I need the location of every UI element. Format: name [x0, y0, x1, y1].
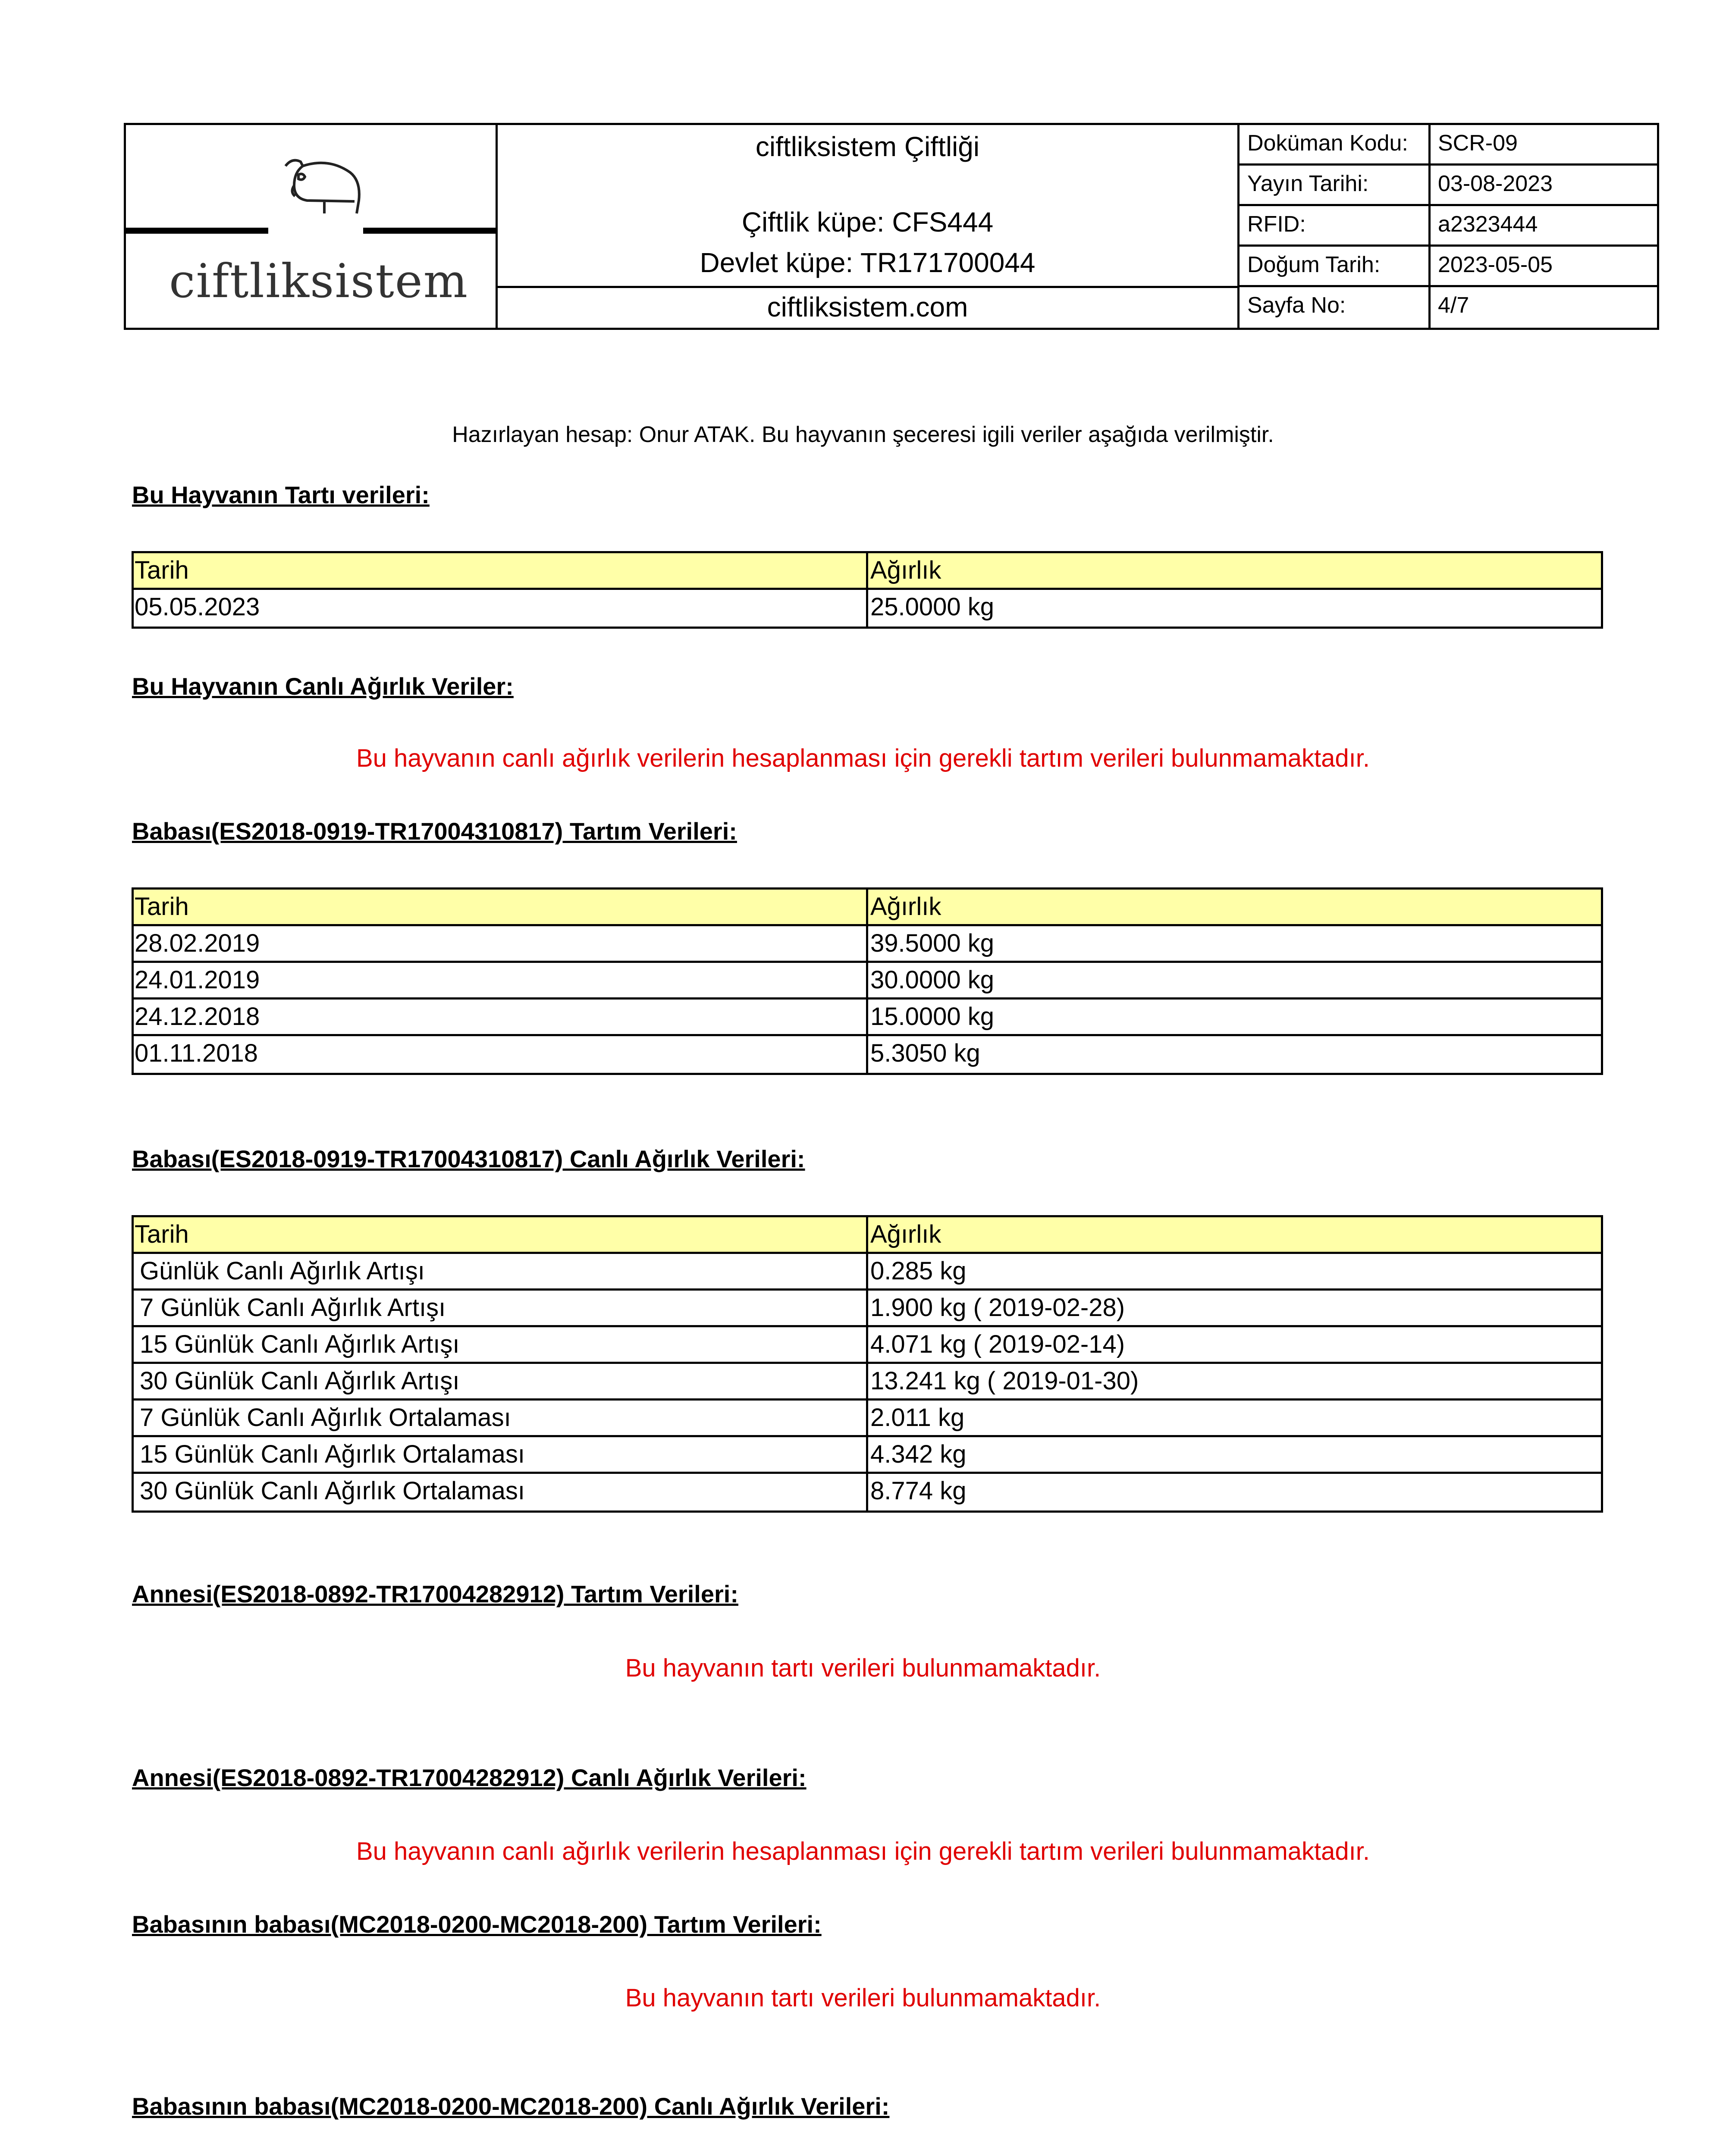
- intro-text: Hazırlayan hesap: Onur ATAK. Bu hayvanın şeceresi igili veriler aşağıda verilmiştir.: [452, 422, 1274, 447]
- farm-tag: Çiftlik küpe: CFS444: [741, 207, 994, 238]
- table-row: 30 Günlük Canlı Ağırlık Ortalaması 8.774 kg: [134, 1474, 1601, 1510]
- website-link[interactable]: ciftliksistem.com: [767, 291, 968, 323]
- section-title-own-live-weight: Bu Hayvanın Canlı Ağırlık Veriler:: [132, 673, 514, 700]
- table-header-row: Tarih Ağırlık: [134, 1217, 1601, 1254]
- section-title-father-weights: Babası(ES2018-0919-TR17004310817) Tartım Verileri:: [132, 818, 737, 845]
- section-title-mother-weights: Annesi(ES2018-0892-TR17004282912) Tartım Verileri:: [132, 1580, 738, 1608]
- father-weights-table: [132, 887, 1603, 1075]
- document-header: [124, 123, 1659, 330]
- no-data-message: Bu hayvanın tartı verileri bulunmamaktadır.: [625, 1984, 1101, 2012]
- cow-logo-icon: [268, 149, 372, 235]
- no-data-message: Bu hayvanın tartı verileri bulunmamaktadır.: [625, 1654, 1101, 1682]
- no-data-message: Bu hayvanın canlı ağırlık verilerin hesaplanması için gerekli tartım verileri bulunmamaktadır.: [356, 744, 1370, 772]
- table-row: 28.02.2019 39.5000 kg: [134, 926, 1601, 963]
- document-meta-table: [1240, 125, 1657, 328]
- table-row: 30 Günlük Canlı Ağırlık Artışı 13.241 kg ( 2019-01-30): [134, 1364, 1601, 1401]
- table-header-row: Tarih Ağırlık: [134, 890, 1601, 926]
- own-weights-table: [132, 551, 1603, 629]
- section-title-paternal-grandfather-live-weight: Babasının babası(MC2018-0200-MC2018-200) Canlı Ağırlık Verileri:: [132, 2093, 890, 2120]
- table-row: 7 Günlük Canlı Ağırlık Ortalaması 2.011 kg: [134, 1401, 1601, 1437]
- section-title-paternal-grandfather-weights: Babasının babası(MC2018-0200-MC2018-200) Tartım Verileri:: [132, 1911, 822, 1938]
- table-row: 15 Günlük Canlı Ağırlık Artışı 4.071 kg ( 2019-02-14): [134, 1327, 1601, 1364]
- meta-row: RFID: a2323444: [1240, 206, 1657, 247]
- table-row: 01.11.2018 5.3050 kg: [134, 1036, 1601, 1073]
- table-row: 15 Günlük Canlı Ağırlık Ortalaması 4.342 kg: [134, 1437, 1601, 1474]
- section-title-own-weights: Bu Hayvanın Tartı verileri:: [132, 481, 430, 508]
- meta-row: Doküman Kodu: SCR-09: [1240, 125, 1657, 166]
- meta-row: Yayın Tarihi: 03-08-2023: [1240, 166, 1657, 206]
- meta-row: Sayfa No: 4/7: [1240, 287, 1657, 328]
- table-row: 7 Günlük Canlı Ağırlık Artışı 1.900 kg ( 2019-02-28): [134, 1291, 1601, 1327]
- logo-cell: [126, 125, 498, 328]
- logo-wordmark: ciftliksistem: [169, 254, 469, 308]
- gov-tag: Devlet küpe: TR171700044: [700, 247, 1036, 278]
- table-row: 24.01.2019 30.0000 kg: [134, 963, 1601, 1000]
- section-title-mother-live-weight: Annesi(ES2018-0892-TR17004282912) Canlı Ağırlık Verileri:: [132, 1764, 807, 1791]
- table-row: 05.05.2023 25.0000 kg: [134, 590, 1601, 627]
- farm-name: ciftliksistem Çiftliği: [755, 131, 980, 162]
- meta-row: Doğum Tarih: 2023-05-05: [1240, 247, 1657, 287]
- section-title-father-live-weight: Babası(ES2018-0919-TR17004310817) Canlı Ağırlık Verileri:: [132, 1145, 805, 1172]
- father-live-weight-table: [132, 1215, 1603, 1513]
- table-header-row: Tarih Ağırlık: [134, 553, 1601, 590]
- logo-bar-left: [126, 228, 268, 234]
- farm-info-cell: [498, 125, 1240, 328]
- no-data-message: Bu hayvanın canlı ağırlık verilerin hesaplanması için gerekli tartım verileri bulunmamaktadır.: [356, 1837, 1370, 1865]
- table-row: 24.12.2018 15.0000 kg: [134, 1000, 1601, 1036]
- table-row: Günlük Canlı Ağırlık Artışı 0.285 kg: [134, 1254, 1601, 1291]
- logo-bar-right: [363, 228, 498, 234]
